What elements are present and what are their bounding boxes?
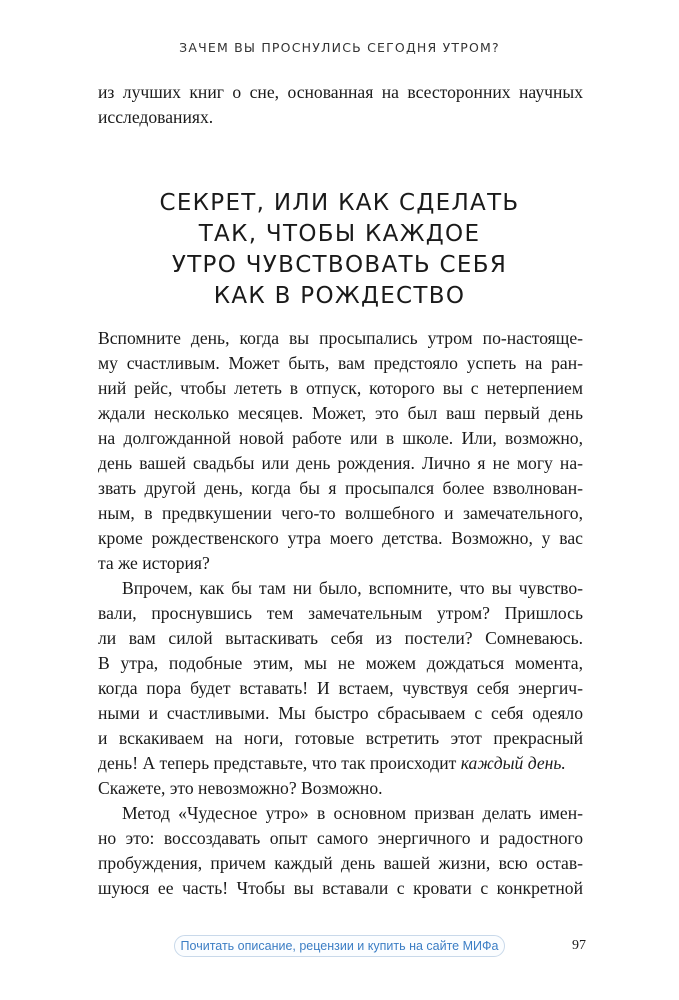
- text-line: му счастливым. Может быть, вам предстояло успеть на ран-: [98, 353, 583, 373]
- text-line: из лучших книг о сне, основанная на всесторонних научных: [98, 82, 583, 102]
- section-title-line: ТАК, ЧТОБЫ КАЖДОЕ: [198, 221, 481, 247]
- text-line: Скажете, это невозможно? Возможно.: [98, 778, 383, 798]
- text-line: ным, в предвкушении чего-то волшебного и замечательного,: [98, 503, 583, 523]
- text-fragment: день! А теперь представьте, что так происходит: [98, 753, 461, 773]
- section-title-line: СЕКРЕТ, ИЛИ КАК СДЕЛАТЬ: [159, 190, 520, 216]
- text-line: ли вам силой вытаскивать себя из постели? Сомневаюсь.: [98, 628, 583, 648]
- text-line: ждали несколько месяцев. Может, это был ваш первый день: [98, 403, 583, 423]
- page-number: 97: [572, 938, 586, 953]
- body-text: [98, 326, 583, 901]
- text-line: ными и счастливыми. Мы быстро сбрасываем с себя одеяло: [98, 703, 583, 723]
- text-line: [98, 751, 583, 776]
- text-line: но это: воссоздавать опыт самого энергичного и радостного: [98, 828, 583, 848]
- buy-book-link[interactable]: Почитать описание, рецензии и купить на сайте МИФа: [174, 935, 505, 957]
- text-line: ний рейс, чтобы лететь в отпуск, которого вы с нетерпением: [98, 378, 583, 398]
- text-line: пробуждения, причем каждый день вашей жизни, всю остав-: [98, 853, 583, 873]
- text-line: звать другой день, когда бы я просыпался более взволнован-: [98, 478, 583, 498]
- section-title-line: КАК В РОЖДЕСТВО: [213, 283, 466, 309]
- text-line: Впрочем, как бы там ни было, вспомните, что вы чувство-: [122, 578, 583, 598]
- text-line: В утра, подобные этим, мы не можем дождаться момента,: [98, 653, 583, 673]
- text-line: кроме рождественского утра моего детства. Возможно, у вас: [98, 528, 583, 548]
- emphasis-text: каждый день.: [460, 753, 566, 773]
- text-line: день вашей свадьбы или день рождения. Лично я не могу на-: [98, 453, 583, 473]
- text-line: когда пора будет вставать! И встаем, чувствуя себя энергич-: [98, 678, 583, 698]
- text-line: исследованиях.: [98, 107, 214, 127]
- section-title: [0, 188, 679, 312]
- text-line: та же история?: [98, 553, 210, 573]
- text-line: на долгожданной новой работе или в школе. Или, возможно,: [98, 428, 583, 448]
- section-title-line: УТРО ЧУВСТВОВАТЬ СЕБЯ: [171, 252, 508, 278]
- text-line: Метод «Чудесное утро» в основном призван делать имен-: [122, 803, 583, 823]
- text-line: вали, проснувшись тем замечательным утром? Пришлось: [98, 603, 583, 623]
- running-header: ЗАЧЕМ ВЫ ПРОСНУЛИСЬ СЕГОДНЯ УТРОМ?: [179, 40, 500, 55]
- text-line: Вспомните день, когда вы просыпались утром по-настояще-: [98, 328, 583, 348]
- text-line: и вскакиваем на ноги, готовые встретить этот прекрасный: [98, 728, 583, 748]
- intro-paragraph: [98, 80, 583, 130]
- text-line: шуюся ее часть! Чтобы вы вставали с кровати с конкретной: [98, 878, 583, 898]
